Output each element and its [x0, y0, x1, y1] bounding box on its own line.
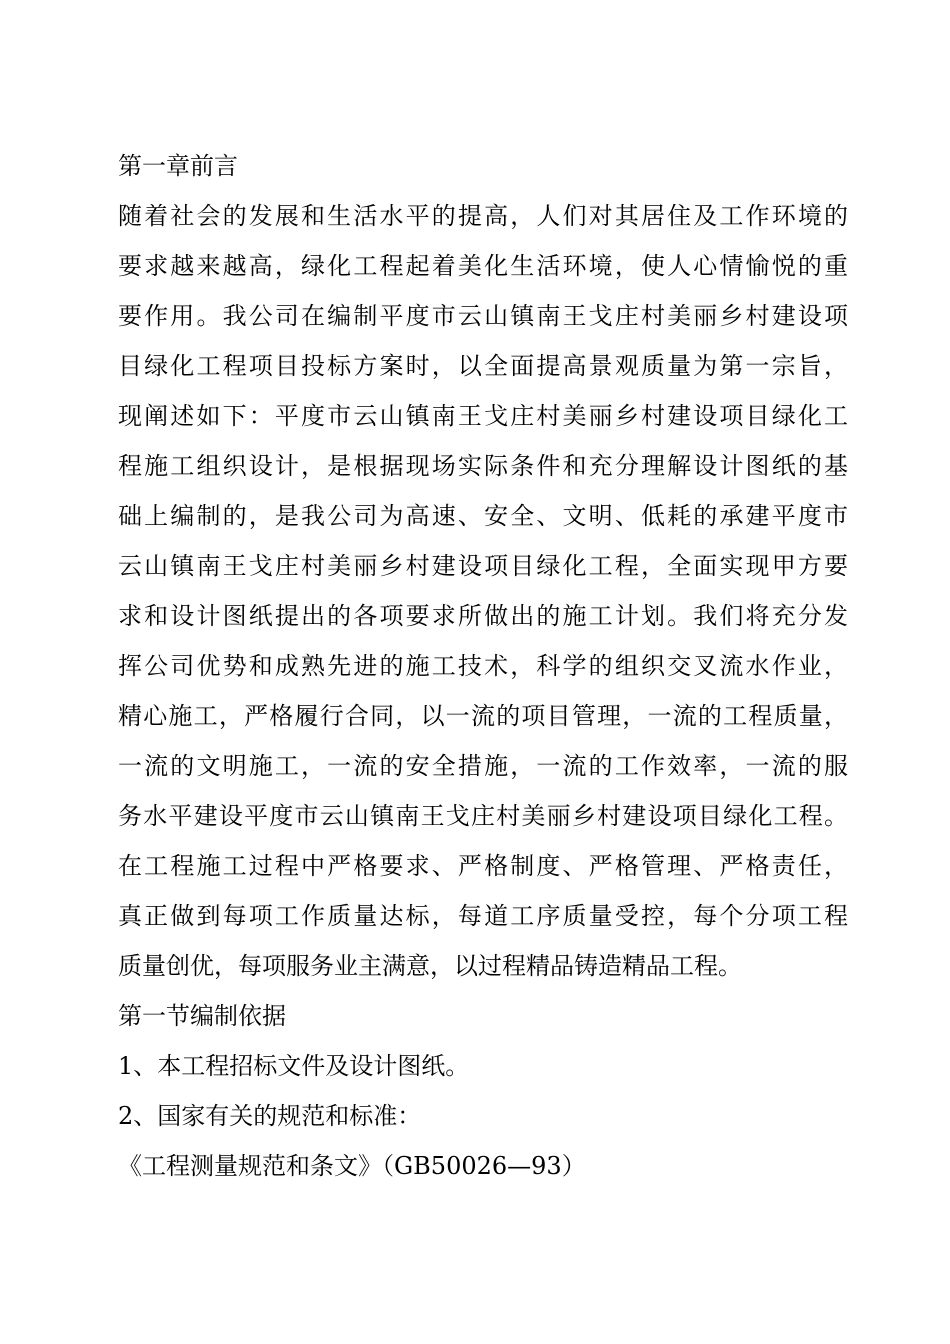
paragraph-line: 础上编制的，是我公司为高速、安全、文明、低耗的承建平度市	[118, 502, 848, 530]
paragraph-line: 要作用。我公司在编制平度市云山镇南王戈庄村美丽乡村建设项	[118, 302, 848, 330]
paragraph-line: 目绿化工程项目投标方案时，以全面提高景观质量为第一宗旨，	[118, 352, 848, 380]
paragraph-line: 现阐述如下：平度市云山镇南王戈庄村美丽乡村建设项目绿化工	[118, 402, 848, 430]
list-item: 2、国家有关的规范和标准：	[118, 1102, 422, 1130]
paragraph-line: 务水平建设平度市云山镇南王戈庄村美丽乡村建设项目绿化工程。	[118, 802, 848, 830]
paragraph-line: 求和设计图纸提出的各项要求所做出的施工计划。我们将充分发	[118, 602, 848, 630]
list-item: 《工程测量规范和条文》（GB50026—93）	[118, 1152, 586, 1180]
list-item: 1、本工程招标文件及设计图纸。	[118, 1052, 470, 1080]
paragraph-line: 程施工组织设计，是根据现场实际条件和充分理解设计图纸的基	[118, 452, 848, 480]
paragraph-line: 在工程施工过程中严格要求、严格制度、严格管理、严格责任，	[118, 852, 848, 880]
paragraph-line: 一流的文明施工，一流的安全措施，一流的工作效率，一流的服	[118, 752, 848, 780]
section-title: 第一节编制依据	[118, 1002, 286, 1030]
chapter-title: 第一章前言	[118, 152, 238, 180]
paragraph-line: 要求越来越高，绿化工程起着美化生活环境，使人心情愉悦的重	[118, 252, 848, 280]
paragraph-line: 随着社会的发展和生活水平的提高，人们对其居住及工作环境的	[118, 202, 848, 230]
paragraph-line: 真正做到每项工作质量达标，每道工序质量受控，每个分项工程	[118, 902, 848, 930]
paragraph-line: 质量创优，每项服务业主满意，以过程精品铸造精品工程。	[118, 952, 742, 980]
paragraph-line: 云山镇南王戈庄村美丽乡村建设项目绿化工程，全面实现甲方要	[118, 552, 848, 580]
paragraph-line: 精心施工，严格履行合同，以一流的项目管理，一流的工程质量，	[118, 702, 848, 730]
paragraph-line: 挥公司优势和成熟先进的施工技术，科学的组织交叉流水作业，	[118, 652, 848, 680]
